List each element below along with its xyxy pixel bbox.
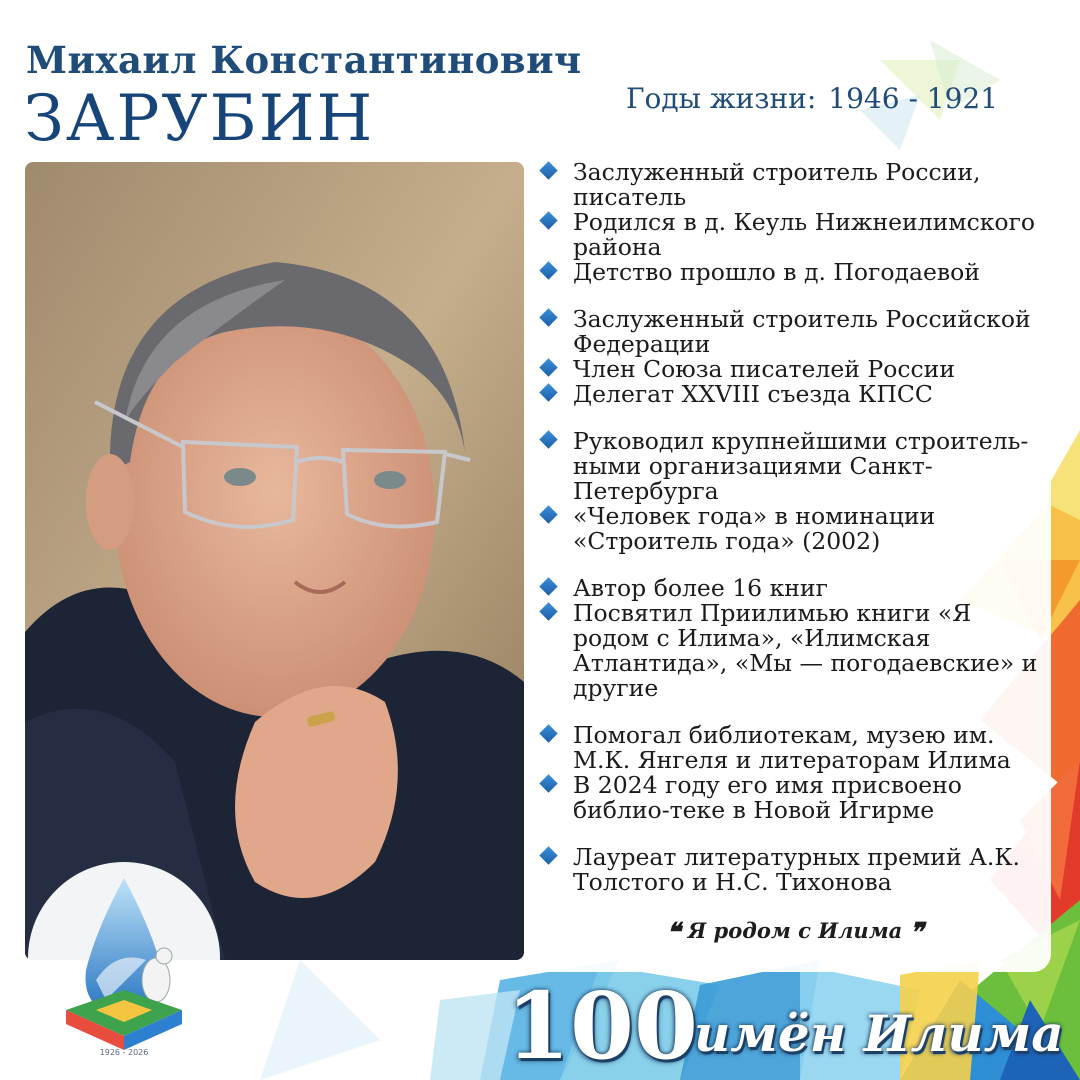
diamond-bullet-icon	[539, 724, 557, 742]
list-item: «Человек года» в номинации «Строитель года» (2002)	[540, 504, 1050, 554]
diamond-bullet-icon	[539, 846, 557, 864]
facts-list	[540, 160, 1050, 895]
logo-years: 1926 - 2026	[99, 1048, 149, 1057]
list-item: Заслуженный строитель России, писатель	[540, 160, 1050, 210]
diamond-bullet-icon	[539, 211, 557, 229]
diamond-bullet-icon	[539, 358, 557, 376]
life-years-value: 1946 - 1921	[828, 82, 999, 115]
diamond-bullet-icon	[539, 308, 557, 326]
close-quote-icon: ❞	[909, 918, 924, 948]
life-years-label: Годы жизни:	[626, 82, 817, 115]
list-item: Член Союза писателей России	[540, 357, 1050, 382]
diamond-bullet-icon	[539, 602, 557, 620]
project-banner	[500, 972, 1064, 1080]
quote-text: Я родом с Илима	[687, 918, 903, 943]
list-item: Лауреат литературных премий А.К. Толстого и Н.С. Тихонова	[540, 845, 1050, 895]
list-item: Детство прошло в д. Погодаевой	[540, 260, 1050, 285]
diamond-bullet-icon	[539, 430, 557, 448]
diamond-bullet-icon	[539, 383, 557, 401]
list-item: Помогал библиотекам, музею им. М.К. Янгеля и литераторам Илима	[540, 723, 1050, 773]
diamond-bullet-icon	[539, 774, 557, 792]
portrait-photo	[25, 162, 524, 960]
list-item: Руководил крупнейшими строитель-ными организациями Санкт-Петербурга	[540, 429, 1050, 504]
banner-title: имён Илима	[694, 1004, 1064, 1063]
person-first-names: Михаил Константинович	[26, 38, 582, 82]
person-surname: ЗАРУБИН	[24, 82, 375, 156]
diamond-bullet-icon	[539, 161, 557, 179]
open-quote-icon: ❝	[666, 918, 681, 948]
list-item: Родился в д. Кеуль Нижнеилимского района	[540, 210, 1050, 260]
list-item: Делегат XXVIII съезда КПСС	[540, 382, 1050, 407]
diamond-bullet-icon	[539, 505, 557, 523]
banner-number: 100	[506, 972, 699, 1080]
anniversary-logo	[26, 860, 222, 1056]
book-quote	[540, 918, 1050, 948]
diamond-bullet-icon	[539, 577, 557, 595]
life-years	[626, 82, 998, 115]
diamond-bullet-icon	[539, 261, 557, 279]
list-item: В 2024 году его имя присвоено библио-теке в Новой Игирме	[540, 773, 1050, 823]
list-item: Автор более 16 книг	[540, 576, 1050, 601]
list-item: Заслуженный строитель Российской Федерации	[540, 307, 1050, 357]
list-item: Посвятил Приилимью книги «Я родом с Илима», «Илимская Атлантида», «Мы — погодаевские» и другие	[540, 601, 1050, 701]
